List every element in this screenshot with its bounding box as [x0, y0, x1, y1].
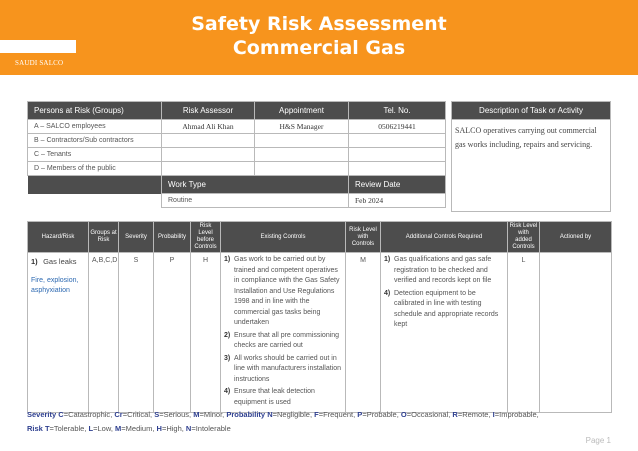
legend-item: H=High [156, 424, 182, 433]
risk-added-cell: L [508, 253, 540, 413]
appointment-cell [255, 162, 349, 176]
groups-cell: A,B,C,D [89, 253, 119, 413]
severity-cell: S [119, 253, 154, 413]
hazard-header: Hazard/Risk [28, 222, 89, 253]
page-subtitle: Commercial Gas [232, 37, 406, 59]
review-date-value: Feb 2024 [349, 194, 446, 208]
risk-legend: T=Tolerable, L=Low, M=Medium, H=High, N=Intolerable [44, 424, 231, 433]
legend-item: M=Minor [193, 410, 223, 419]
risk-table [27, 221, 612, 413]
tel-header: Tel. No. [349, 102, 446, 120]
hazard-number: 1) [31, 257, 38, 266]
risk-before-header: Risk Level before Controls [191, 222, 221, 253]
group-cell: D – Members of the public [28, 162, 162, 176]
risk-legend-label: Risk [27, 424, 43, 433]
list-item: 1) Gas work to be carried out by trained and competent operatives in compliance with the Gas Safety Installation and Use Regulations 1998 and in line with the commercial gas tasks being undertaken [224, 256, 340, 326]
list-item: 4) Ensure that leak detection equipment is used [224, 388, 315, 406]
tel-cell: 0506219441 [349, 120, 446, 134]
legend-item: I=Improbable [492, 410, 537, 419]
assessor-header: Risk Assessor [162, 102, 255, 120]
description-table [451, 101, 611, 212]
banner-tab [0, 40, 76, 53]
assessor-cell [162, 134, 255, 148]
persons-header: Persons at Risk (Groups) [28, 102, 162, 120]
actioned-by-cell [540, 253, 612, 413]
table-row [28, 134, 446, 148]
table-row [28, 120, 446, 134]
legend-item: O=Occasional [400, 410, 449, 419]
legend-item: N=Negligible [267, 410, 310, 419]
existing-controls-header: Existing Controls [221, 222, 346, 253]
severity-legend: C=Catastrophic, Cr=Critical, S=Serious, M=Minor [58, 410, 223, 419]
hazard-detail: Fire, explosion, asphyxiation [31, 277, 79, 294]
probability-legend-label: Probability [226, 410, 266, 419]
additional-controls-cell [381, 253, 508, 413]
appointment-cell [255, 148, 349, 162]
list-item: 1) Gas qualifications and gas safe registration to be checked and verified and records kept on file [384, 256, 492, 284]
probability-legend: N=Negligible, F=Frequent, P=Probable, O=Occasional, R=Remote, I=Improbable [267, 410, 537, 419]
legend-item: P=Probable [357, 410, 397, 419]
legend-item: T=Tolerable [44, 424, 85, 433]
legend-item: L=Low [88, 424, 111, 433]
additional-controls-header: Additional Controls Required [381, 222, 508, 253]
legend-item: M=Medium [115, 424, 153, 433]
group-cell: A – SALCO employees [28, 120, 162, 134]
legend-item: R=Remote [452, 410, 489, 419]
appointment-header: Appointment [255, 102, 349, 120]
legend-item: Cr=Critical [114, 410, 151, 419]
assessor-cell: Ahmad Ali Khan [162, 120, 255, 134]
header-banner [0, 0, 638, 75]
list-item: 4) Detection equipment to be calibrated in line with testing schedule and appropriate records kept [384, 289, 499, 328]
probability-cell: P [154, 253, 191, 413]
severity-legend-label: Severity [27, 410, 57, 419]
work-type-header: Work Type [162, 176, 349, 194]
table-row [28, 148, 446, 162]
list-item: 3) All works should be carried out in line with manufacturers installation instructions [224, 354, 341, 383]
list-item: 2) Ensure that all pre commissioning checks are carried out [224, 331, 340, 349]
appointment-cell [255, 134, 349, 148]
table-row [28, 253, 612, 413]
blank-cell [28, 176, 162, 194]
legend-line-2 [27, 424, 617, 433]
existing-controls-cell [221, 253, 346, 413]
appointment-cell: H&S Manager [255, 120, 349, 134]
assessor-cell [162, 148, 255, 162]
hazard-cell [28, 253, 89, 413]
persons-table [27, 101, 446, 208]
actioned-by-header: Actioned by [540, 222, 612, 253]
page-number: Page 1 [585, 436, 611, 445]
group-cell: B – Contractors/Sub contractors [28, 134, 162, 148]
groups-header: Groups at Risk [89, 222, 119, 253]
tel-cell [349, 162, 446, 176]
risk-added-header: Risk Level with added Controls [508, 222, 540, 253]
tel-cell [349, 148, 446, 162]
legend-line-1: Severity C=Catastrophic, Cr=Critical, S=Serious, M=Minor, Probability N=Negligible, F=Frequent, P=Probable, O=Occasional, R=Remote, I=Improbable, [27, 410, 539, 419]
severity-header: Severity [119, 222, 154, 253]
legend-item: N=Intolerable [185, 424, 231, 433]
review-date-header: Review Date [349, 176, 446, 194]
brand-logo-text: SAUDI SALCO [15, 59, 64, 67]
legend-item: S=Serious [154, 410, 190, 419]
legend-item: C=Catastrophic [58, 410, 111, 419]
description-text: SALCO operatives carrying out commercial gas works including, repairs and servicing. [452, 120, 611, 212]
work-type-value: Routine [162, 194, 349, 208]
table-row [28, 162, 446, 176]
probability-header: Probability [154, 222, 191, 253]
legend-item: F=Frequent [314, 410, 354, 419]
description-header: Description of Task or Activity [452, 102, 611, 120]
blank-cell [28, 194, 162, 208]
risk-with-header: Risk Level with Controls [346, 222, 381, 253]
risk-with-cell: M [346, 253, 381, 413]
risk-before-cell: H [191, 253, 221, 413]
hazard-name: Gas leaks [43, 257, 77, 266]
tel-cell [349, 134, 446, 148]
assessor-cell [162, 162, 255, 176]
group-cell: C – Tenants [28, 148, 162, 162]
page-title: Safety Risk Assessment [191, 13, 447, 35]
